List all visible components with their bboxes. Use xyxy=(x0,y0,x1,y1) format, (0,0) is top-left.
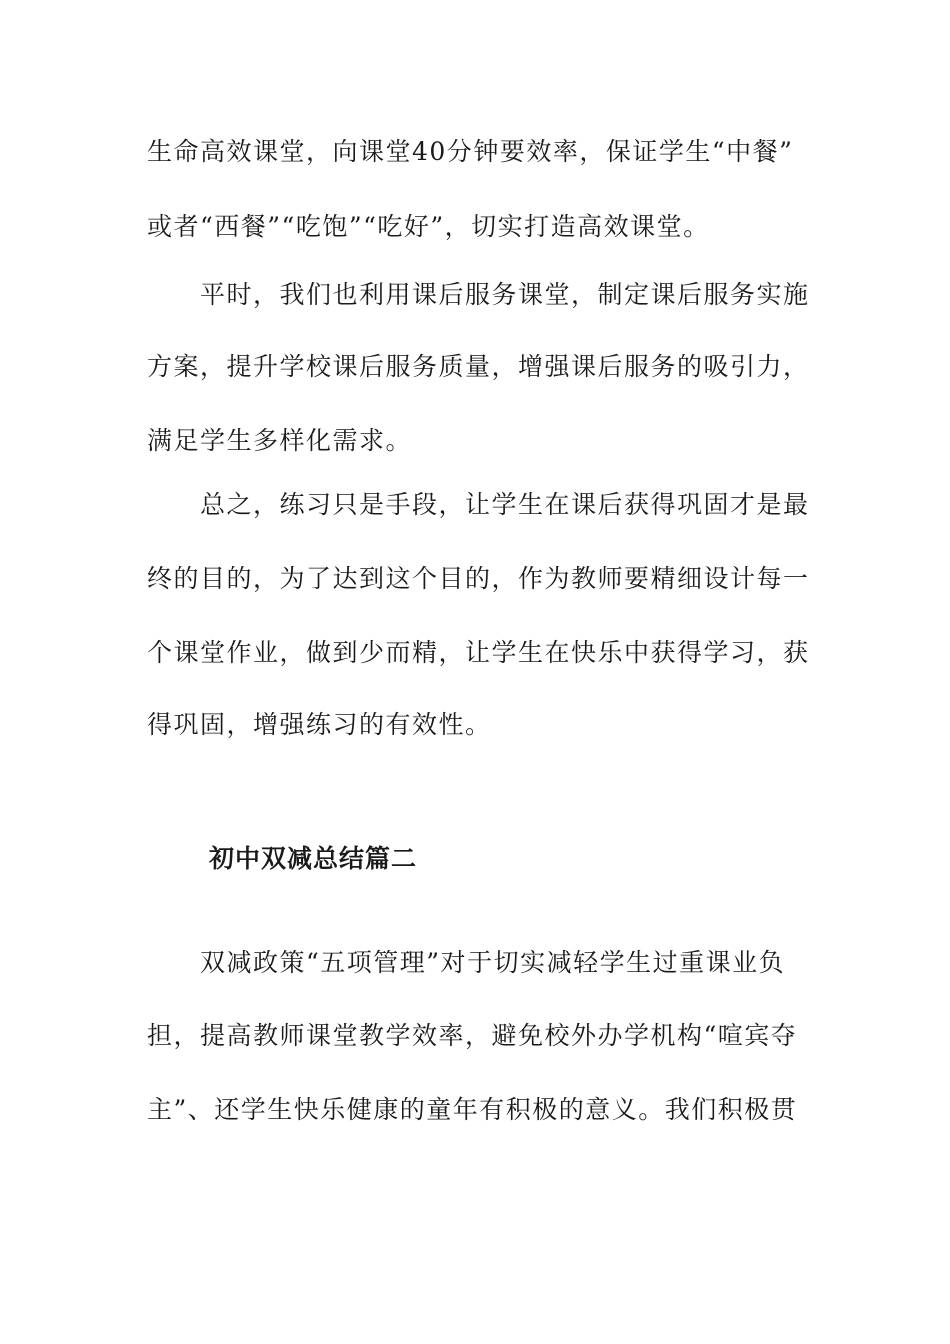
text-line: 平时，我们也利用课后服务课堂，制定课后服务实施 xyxy=(147,280,810,309)
text-line: 担，提高教师课堂教学效率，避免校外办学机构“喧宾夺 xyxy=(147,1021,798,1050)
text-line: 个课堂作业，做到少而精，让学生在快乐中获得学习，获 xyxy=(147,638,810,667)
text-line: 双减政策“五项管理”对于切实减轻学生过重课业负 xyxy=(147,948,786,977)
section-heading: 初中双减总结篇二 xyxy=(209,844,418,873)
text-line: 主”、还学生快乐健康的童年有积极的意义。我们积极贯 xyxy=(147,1095,798,1124)
text-line: 总之，练习只是手段，让学生在课后获得巩固才是最 xyxy=(147,490,810,519)
text-line: 生命高效课堂，向课堂40分钟要效率，保证学生“中餐” xyxy=(147,137,794,166)
text-line: 得巩固，增强练习的有效性。 xyxy=(147,710,492,739)
text-line: 方案，提升学校课后服务质量，增强课后服务的吸引力， xyxy=(147,352,810,381)
text-line: 满足学生多样化需求。 xyxy=(147,426,413,455)
text-line: 或者“西餐”“吃饱”“吃好”，切实打造高效课堂。 xyxy=(147,212,710,241)
text-line: 终的目的，为了达到这个目的，作为教师要精细设计每一 xyxy=(147,564,810,593)
